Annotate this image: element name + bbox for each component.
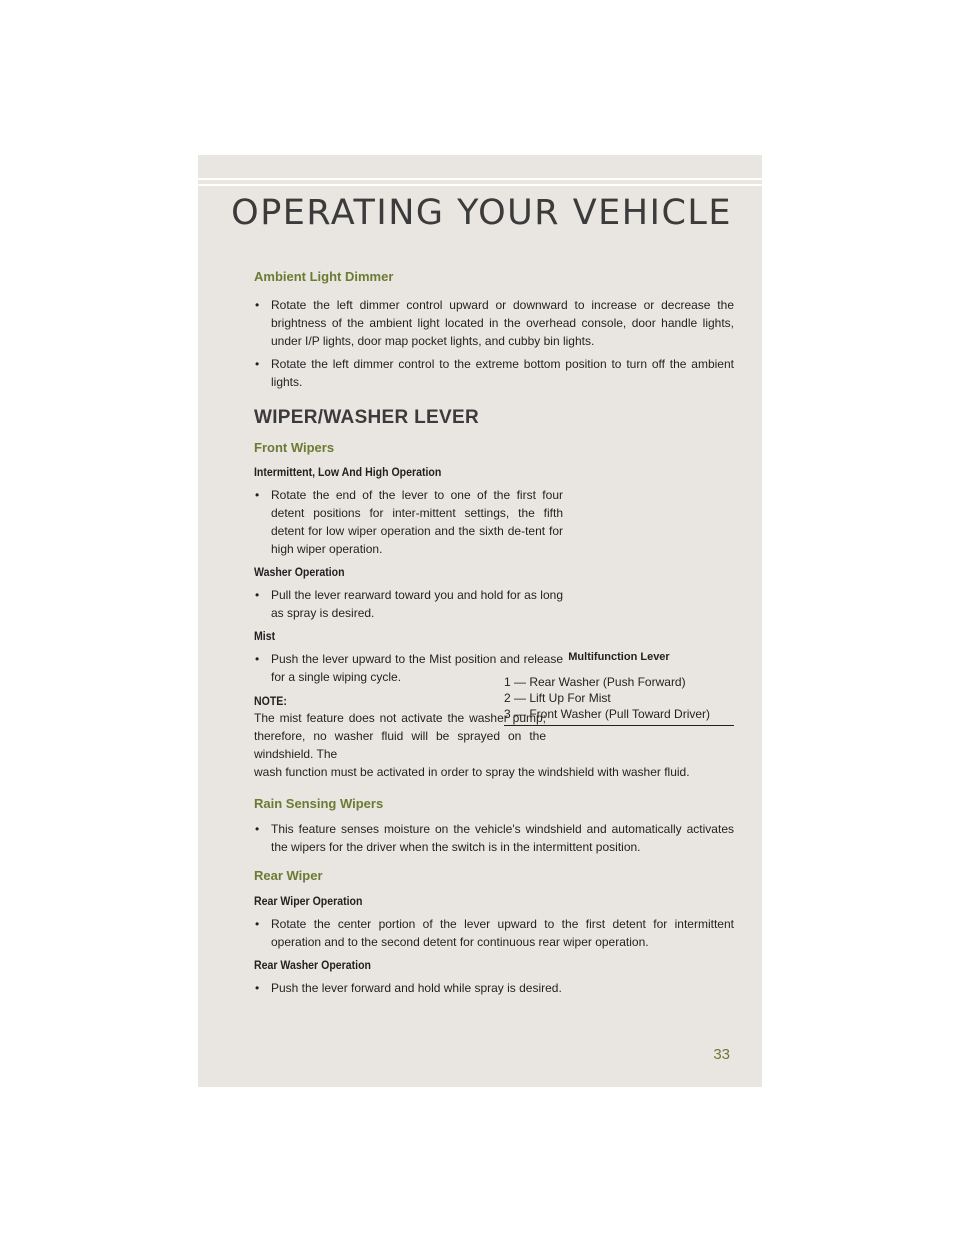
header-rule-bottom	[198, 184, 762, 186]
note-continuation: wash function must be activated in order to spray the windshield with washer fluid.	[254, 765, 690, 779]
page-number: 33	[713, 1046, 730, 1063]
figure-legend-3: 3 — Front Washer (Pull Toward Driver)	[504, 707, 711, 721]
front-wipers-heading: Front Wipers	[254, 440, 335, 455]
figure-rule	[504, 725, 734, 726]
header-rule-top	[198, 178, 762, 180]
note-label: NOTE:	[254, 694, 287, 708]
rear-washer-subheading: Rear Washer Operation	[254, 958, 371, 972]
rear-wiper-operation-subheading: Rear Wiper Operation	[254, 894, 363, 908]
wiper-washer-heading: WIPER/WASHER LEVER	[254, 407, 479, 428]
rear-wiper-heading: Rear Wiper	[254, 868, 323, 883]
mist-subheading: Mist	[254, 629, 276, 643]
mist-bullet: • Push the lever upward to the Mist position and release for a single wiping cycle.	[255, 652, 563, 684]
intermittent-subheading: Intermittent, Low And High Operation	[254, 465, 442, 479]
manual-page	[198, 155, 762, 1087]
page-content	[254, 267, 734, 997]
rain-sensing-bullet: • This feature senses moisture on the vehicle's windshield and automatically activates the wipers for the driver when the switch is in the intermittent position.	[255, 822, 734, 854]
rear-wiper-operation-bullet: • Rotate the center portion of the lever upward to the first detent for intermittent operation and to the second detent for continuous rear wiper operation.	[255, 917, 734, 949]
rain-sensing-heading: Rain Sensing Wipers	[254, 796, 384, 811]
washer-bullet: • Pull the lever rearward toward you and hold for as long as spray is desired.	[255, 588, 563, 620]
rear-washer-bullet: • Push the lever forward and hold while spray is desired.	[255, 981, 562, 995]
ambient-bullet-2: • Rotate the left dimmer control to the extreme bottom position to turn off the ambient lights.	[255, 357, 734, 389]
ambient-bullet-1: • Rotate the left dimmer control upward or downward to increase or decrease the brightness of the ambient light located in the overhead console, door handle lights, under I/P lights, door map pocket lights, and cubby bin lights.	[255, 298, 734, 348]
figure-legend-1: 1 — Rear Washer (Push Forward)	[504, 675, 686, 689]
figure-caption: Multifunction Lever	[568, 651, 670, 663]
section-title: OPERATING YOUR VEHICLE	[231, 193, 732, 233]
ambient-heading: Ambient Light Dimmer	[254, 269, 394, 284]
washer-subheading: Washer Operation	[254, 565, 345, 579]
multifunction-lever-figure	[504, 650, 734, 726]
intermittent-bullet: • Rotate the end of the lever to one of the first four detent positions for inter-mittent settings, the fifth detent for low wiper operation and the sixth de-tent for high wiper operation.	[255, 488, 563, 556]
figure-legend-2: 2 — Lift Up For Mist	[504, 691, 611, 705]
note-text: The mist feature does not activate the washer pump; therefore, no washer fluid will be sprayed on the windshield. The	[254, 711, 546, 761]
